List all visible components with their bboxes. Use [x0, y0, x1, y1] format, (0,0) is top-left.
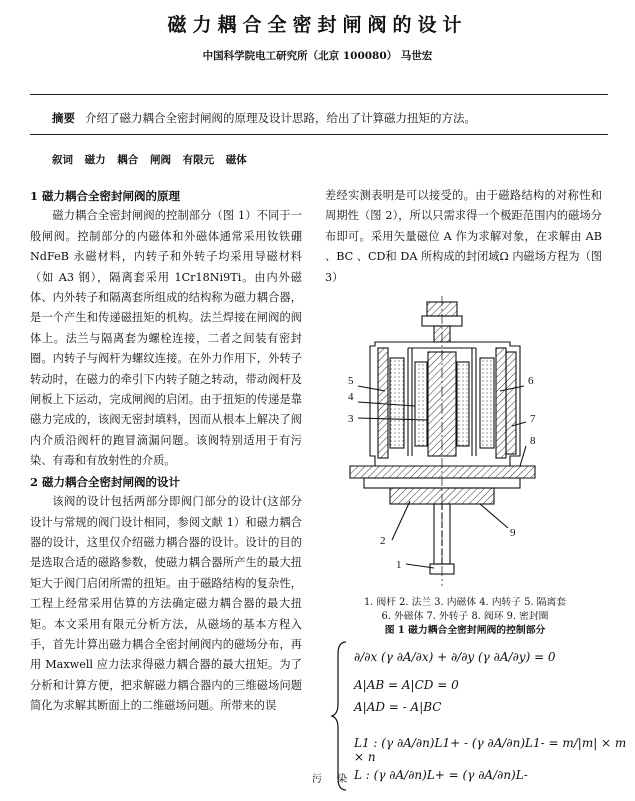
- left-column: [30, 186, 302, 717]
- abstract-divider: [30, 134, 608, 135]
- equation-boundary-1: A|AB = A|CD = 0: [354, 678, 459, 692]
- figure-label: 2: [380, 535, 386, 547]
- figure-1-drawing: [330, 296, 600, 596]
- figure-label: 1: [396, 559, 402, 571]
- keywords: 叙词 磁力 耦合 闸阀 有限元 磁体: [52, 154, 247, 166]
- figure-legend-line-2: 6. 外磁体 7. 外转子 8. 阀环 9. 密封圈: [381, 611, 549, 622]
- equation-interface-l1: L1 : (γ ∂A/∂n)L1+ - (γ ∂A/∂n)L1- = m/|m| × m × n: [354, 736, 627, 764]
- author-affiliation: 中国科学院电工研究所（北京 100080） 马世宏: [202, 50, 433, 62]
- abstract: [52, 110, 612, 126]
- figure-label: 9: [510, 527, 516, 539]
- figure-caption: 图 1 磁力耦合全密封闸阀的控制部分: [384, 625, 546, 636]
- page-footer: 污 染: [312, 774, 354, 785]
- top-divider: [30, 94, 608, 95]
- section-1-paragraph: 磁力耦合全密封闸阀的控制部分（图 1）不同于一般闸阀。控制部分的内磁体和外磁体通常采用钕铁硼 NdFeB 永磁材料，内转子和外转子均采用导磁材料（如 A3 钢），隔离套采用 1Cr18Ni9Ti。由内外磁体、内外转子和隔离套所组成的结构称为磁力耦合器，是一个产生和传递磁扭矩的机构。法兰焊接在闸阀的阀体上。法兰与隔离套为螺栓连接，二者之间装有密封圈。内转子与阀杆为螺纹连接。在外力作用下，外转子转动时，在磁力的牵引下内转子随之转动，带动阀杆及闸板上下运动，完成闸阀的启闭。由于扭矩的传递是靠磁力完成的，该阀无密封填料，因而从根本上解决了阀内介质沿阀杆的跑冒滴漏问题。该阀特别适用于有污染、有毒和有放射性的介质。: [30, 209, 302, 468]
- abstract-text: 介绍了磁力耦合全密封闸阀的原理及设计思路，给出了计算磁力扭矩的方法。: [85, 111, 476, 125]
- right-column-text: 差经实测表明是可以接受的。由于磁路结构的对称性和周期性（图 2），所以只需求得一个极距范围内的磁场分布即可。采用矢量磁位 A 作为求解对象，在求解由 AB 、BC 、CD和 DA 所构成的封闭域Ω 内磁场方程为（图 3）: [325, 189, 602, 284]
- equation-laplace: ∂/∂x (γ ∂A/∂x) + ∂/∂y (γ ∂A/∂y) = 0: [354, 650, 556, 664]
- figure-label: 3: [348, 413, 354, 425]
- figure-label: 8: [530, 435, 536, 447]
- section-1-heading: 1 磁力耦合全密封闸阀的原理: [30, 189, 181, 203]
- figure-label: 7: [530, 413, 536, 425]
- figure-label: 6: [528, 375, 534, 387]
- abstract-label: 摘要: [52, 111, 75, 125]
- equation-boundary-2: A|AD = - A|BC: [354, 700, 442, 714]
- paper-title: 磁力耦合全密封闸阀的设计: [167, 14, 468, 36]
- figure-label: 5: [348, 375, 354, 387]
- equation-interface-l: L : (γ ∂A/∂n)L+ = (γ ∂A/∂n)L-: [354, 768, 528, 782]
- figure-legend-line-1: 1. 阀杆 2. 法兰 3. 内磁体 4. 内转子 5. 隔离套: [363, 597, 567, 608]
- section-2-heading: 2 磁力耦合全密封闸阀的设计: [30, 474, 181, 489]
- section-2-paragraph: 该阀的设计包括两部分即阀门部分的设计(这部分设计与常规的阀门设计相同，参阅文献 1）和磁力耦合器的设计，这里仅介绍磁力耦合器的设计。设计的目的是选取合适的磁路参数，使磁力耦合器所产生的最大扭矩大于阀门启闭所需的扭矩。由于磁路结构的复杂性，工程上经常采用估算的方法确定磁力耦合器的最大扭矩。本文采用有限元分析方法，从磁场的基本方程入手，首先计算出磁力耦合全密封闸阀内的磁场分布，再用 Maxwell 应力法求得磁力耦合器的最大扭矩。为了分析和计算方便，把求解磁力耦合器内的三维磁场问题简化为求解其断面上的二维磁场问题。所带来的误: [30, 495, 302, 713]
- figure-label: 4: [348, 391, 354, 403]
